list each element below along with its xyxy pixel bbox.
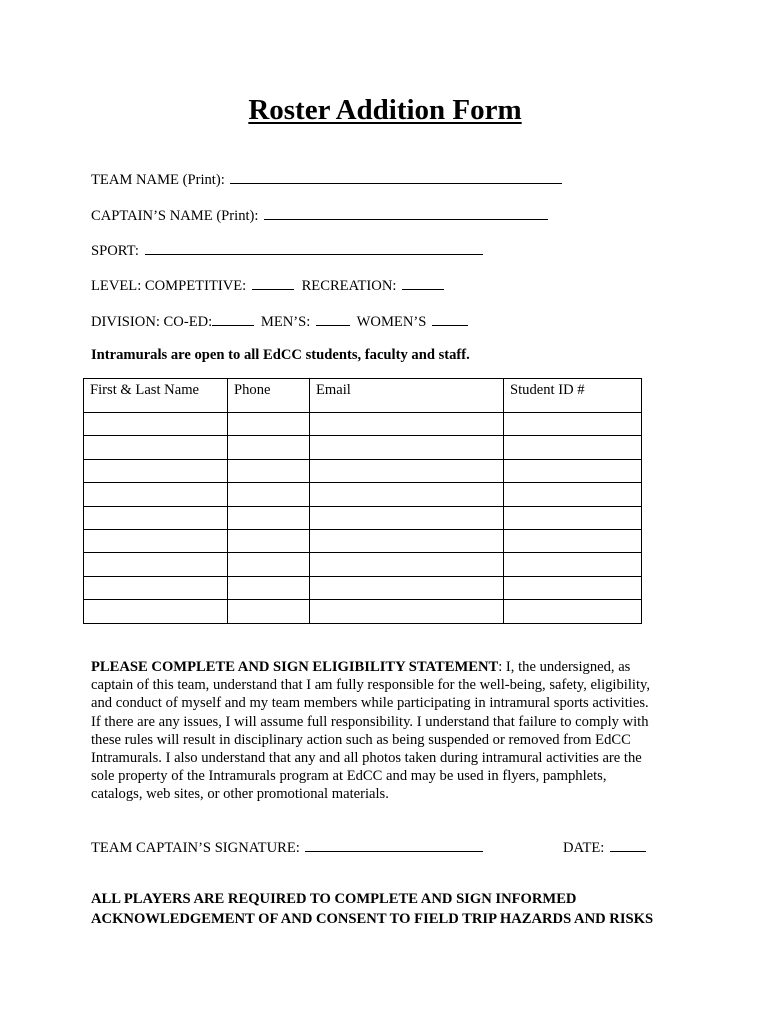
consent-notice — [91, 889, 711, 929]
captain-name-field[interactable] — [264, 205, 548, 220]
cell-phone[interactable] — [228, 600, 310, 623]
signature-label: TEAM CAPTAIN’S SIGNATURE: — [91, 840, 300, 856]
team-name-row — [91, 169, 562, 189]
cell-phone[interactable] — [228, 553, 310, 576]
table-row — [84, 483, 642, 506]
cell-email[interactable] — [310, 413, 504, 436]
cell-email[interactable] — [310, 576, 504, 599]
cell-name[interactable] — [84, 600, 228, 623]
cell-email[interactable] — [310, 459, 504, 482]
cell-name[interactable] — [84, 576, 228, 599]
table-row — [84, 529, 642, 552]
cell-name[interactable] — [84, 436, 228, 459]
header-student-id: Student ID # — [504, 379, 642, 413]
cell-name[interactable] — [84, 483, 228, 506]
cell-phone[interactable] — [228, 483, 310, 506]
mens-label: MEN’S: — [260, 314, 311, 330]
mens-field[interactable] — [316, 311, 350, 326]
team-name-field[interactable] — [230, 169, 562, 184]
table-row — [84, 436, 642, 459]
cell-name[interactable] — [84, 506, 228, 529]
cell-email[interactable] — [310, 600, 504, 623]
statement-line: these rules will result in disciplinary action such as being suspended or removed from EdCC — [91, 731, 631, 748]
date-row — [563, 837, 646, 857]
recreation-field[interactable] — [402, 275, 444, 290]
statement-line: Intramurals. I also understand that any and all photos taken during intramural activities are the — [91, 750, 642, 767]
womens-label: WOMEN’S — [356, 314, 427, 330]
cell-student-id[interactable] — [504, 506, 642, 529]
cell-phone[interactable] — [228, 529, 310, 552]
table-row — [84, 413, 642, 436]
cell-phone[interactable] — [228, 576, 310, 599]
cell-email[interactable] — [310, 553, 504, 576]
sport-row — [91, 240, 483, 260]
cell-phone[interactable] — [228, 506, 310, 529]
division-label: DIVISION: CO-ED: — [91, 314, 213, 330]
signature-field[interactable] — [305, 837, 483, 852]
cell-email[interactable] — [310, 483, 504, 506]
table-header-row — [84, 379, 642, 413]
eligibility-statement — [91, 658, 681, 804]
consent-line-1: ALL PLAYERS ARE REQUIRED TO COMPLETE AND SIGN INFORMED — [91, 891, 577, 907]
cell-student-id[interactable] — [504, 436, 642, 459]
cell-student-id[interactable] — [504, 576, 642, 599]
header-name: First & Last Name — [84, 379, 228, 413]
captain-name-label: CAPTAIN’S NAME (Print): — [91, 208, 259, 224]
eligibility-notice: Intramurals are open to all EdCC students, faculty and staff. — [91, 347, 470, 363]
sport-label: SPORT: — [91, 243, 139, 259]
signature-row — [91, 837, 483, 857]
table-row — [84, 459, 642, 482]
date-label: DATE: — [563, 840, 605, 856]
team-name-label: TEAM NAME (Print): — [91, 172, 225, 188]
cell-student-id[interactable] — [504, 459, 642, 482]
cell-student-id[interactable] — [504, 413, 642, 436]
captain-name-row — [91, 205, 548, 225]
statement-line: : I, the undersigned, as — [498, 659, 631, 675]
table-row — [84, 506, 642, 529]
level-label: LEVEL: COMPETITIVE: — [91, 278, 247, 294]
division-row — [91, 311, 468, 331]
cell-email[interactable] — [310, 436, 504, 459]
consent-line-2: ACKNOWLEDGEMENT OF AND CONSENT TO FIELD TRIP HAZARDS AND RISKS — [91, 911, 654, 927]
cell-student-id[interactable] — [504, 529, 642, 552]
cell-student-id[interactable] — [504, 600, 642, 623]
recreation-label: RECREATION: — [301, 278, 397, 294]
header-phone: Phone — [228, 379, 310, 413]
coed-field[interactable] — [212, 311, 254, 326]
roster-table — [83, 378, 642, 624]
cell-email[interactable] — [310, 506, 504, 529]
statement-line: If there are any issues, I will assume full responsibility. I understand that failure to comply with — [91, 713, 649, 730]
statement-line: and conduct of myself and my team members while participating in intramural sports activities. — [91, 695, 649, 712]
sport-field[interactable] — [145, 240, 483, 255]
page-title: Roster Addition Form — [248, 94, 522, 126]
cell-student-id[interactable] — [504, 483, 642, 506]
cell-name[interactable] — [84, 529, 228, 552]
cell-name[interactable] — [84, 413, 228, 436]
cell-phone[interactable] — [228, 413, 310, 436]
statement-heading: PLEASE COMPLETE AND SIGN ELIGIBILITY STATEMENT — [91, 659, 499, 675]
header-email: Email — [310, 379, 504, 413]
cell-email[interactable] — [310, 529, 504, 552]
date-field[interactable] — [610, 837, 646, 852]
cell-phone[interactable] — [228, 459, 310, 482]
competitive-field[interactable] — [252, 275, 294, 290]
womens-field[interactable] — [432, 311, 468, 326]
cell-name[interactable] — [84, 553, 228, 576]
table-row — [84, 576, 642, 599]
cell-student-id[interactable] — [504, 553, 642, 576]
statement-line: captain of this team, understand that I am fully responsible for the well-being, safety, eligibility, — [91, 677, 651, 694]
cell-name[interactable] — [84, 459, 228, 482]
table-row — [84, 600, 642, 623]
cell-phone[interactable] — [228, 436, 310, 459]
level-row — [91, 275, 444, 295]
statement-line: sole property of the Intramurals program at EdCC and may be used in flyers, pamphlets, — [91, 768, 607, 785]
statement-line: catalogs, web sites, or other promotional materials. — [91, 786, 389, 803]
table-row — [84, 553, 642, 576]
